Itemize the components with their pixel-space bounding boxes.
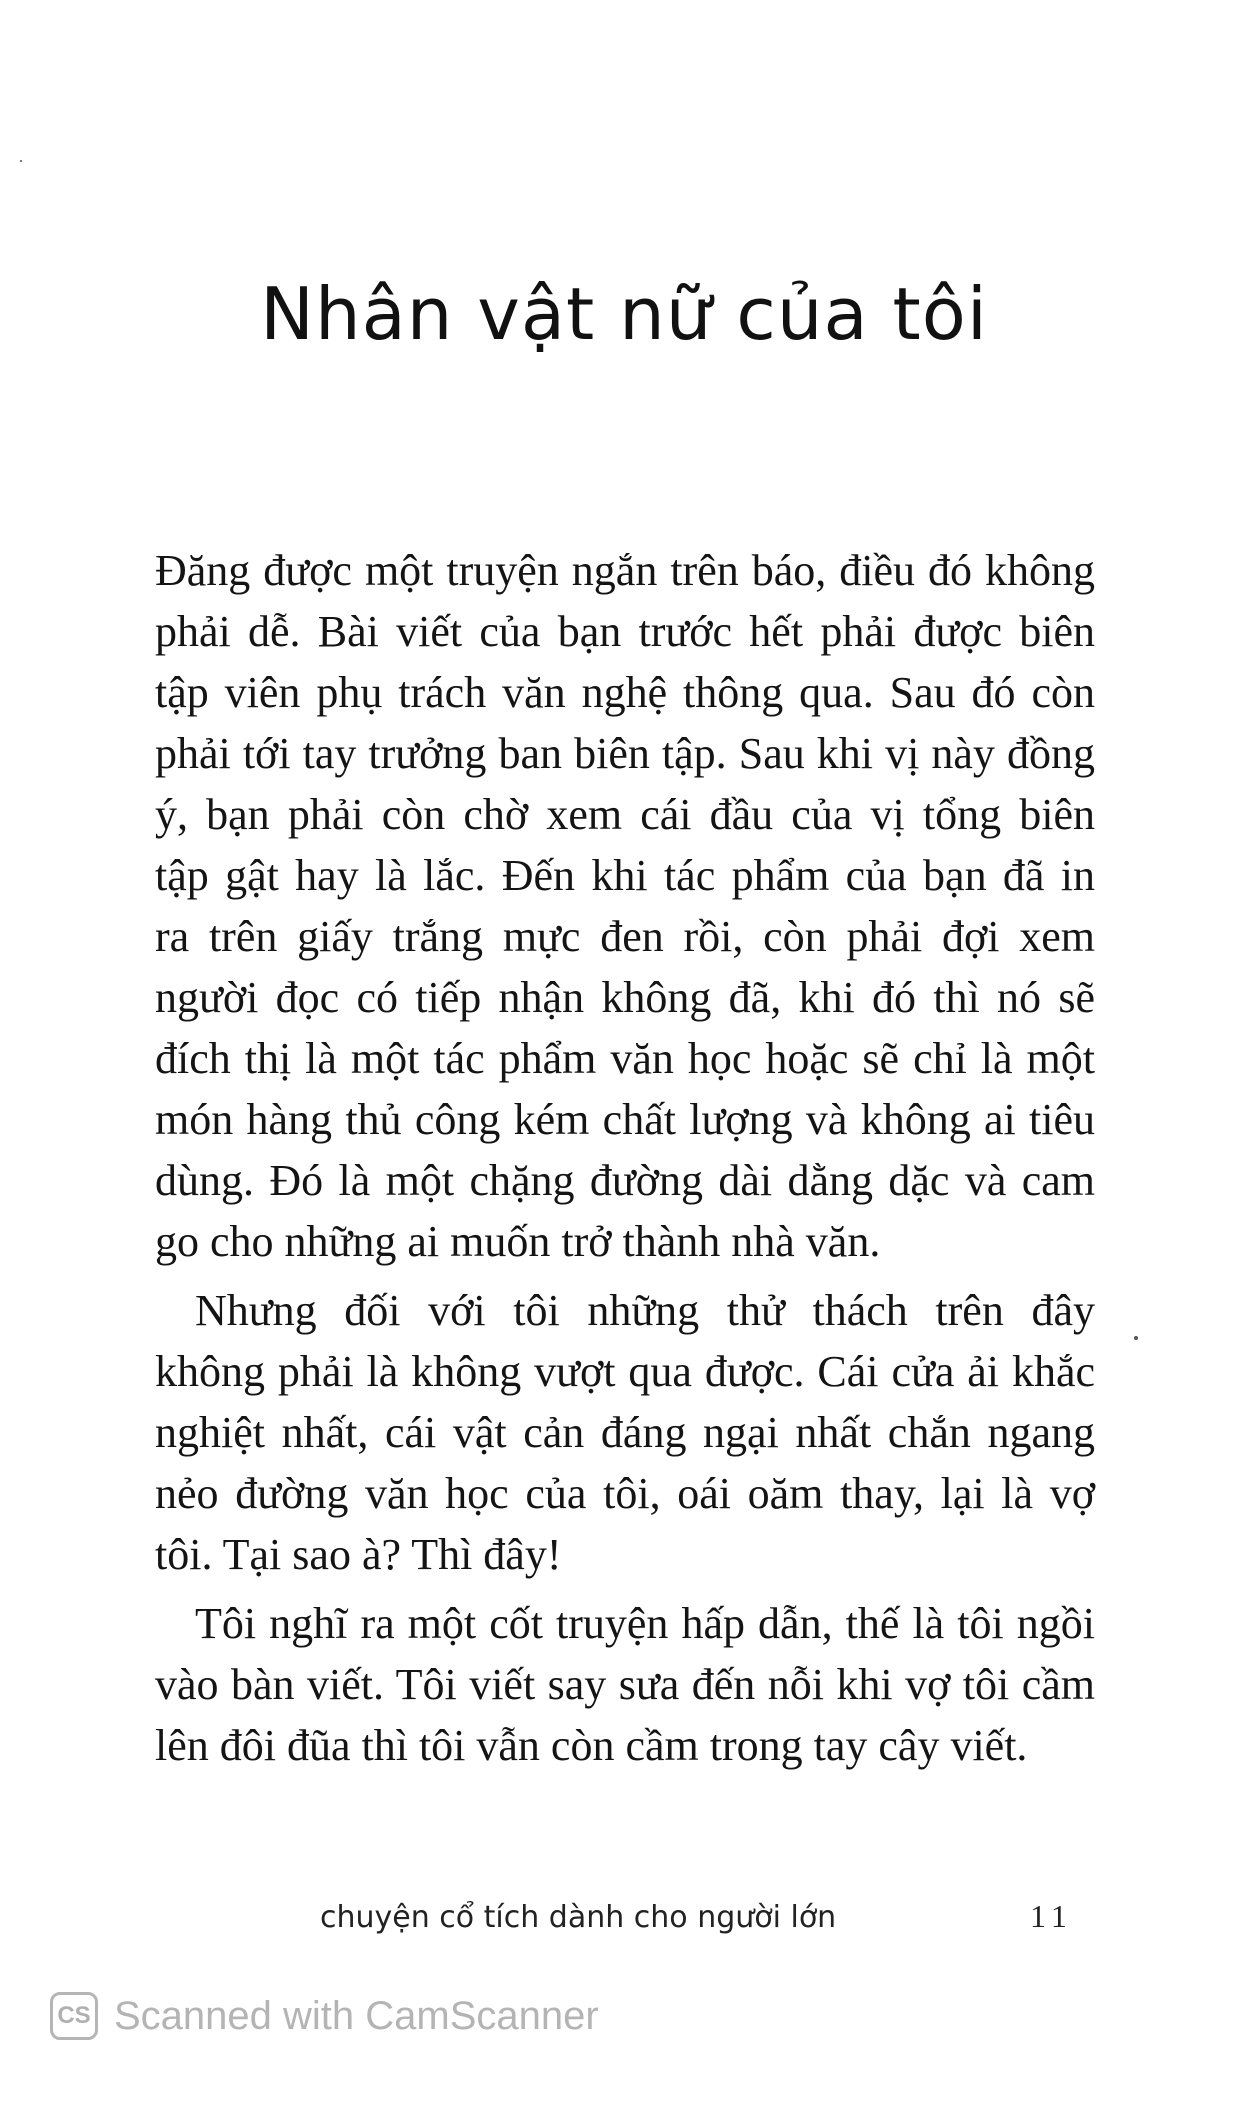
text-line: tập gật hay là lắc. Đến khi tác phẩm của bạn đã in bbox=[155, 851, 1095, 900]
text-line: Đăng được một truyện ngắn trên báo, điều đó không bbox=[155, 546, 1095, 595]
page-number: 11 bbox=[1030, 1898, 1073, 1934]
chapter-title: Nhân vật nữ của tôi bbox=[260, 272, 988, 356]
text-line: không phải là không vượt qua được. Cái cửa ải khắc bbox=[155, 1347, 1095, 1396]
scan-speck bbox=[20, 160, 22, 162]
text-line: nghiệt nhất, cái vật cản đáng ngại nhất chắn ngang bbox=[155, 1408, 1095, 1457]
text-line: tập viên phụ trách văn nghệ thông qua. Sau đó còn bbox=[155, 668, 1095, 717]
text-line: phải tới tay trưởng ban biên tập. Sau khi vị này đồng bbox=[155, 729, 1095, 778]
text-line: người đọc có tiếp nhận không đã, khi đó thì nó sẽ bbox=[155, 973, 1095, 1022]
text-line: món hàng thủ công kém chất lượng và không ai tiêu bbox=[155, 1095, 1095, 1144]
text-line: nẻo đường văn học của tôi, oái oăm thay, lại là vợ bbox=[155, 1469, 1095, 1518]
text-line: tôi. Tại sao à? Thì đây! bbox=[155, 1530, 562, 1579]
camscanner-watermark bbox=[50, 1992, 599, 2040]
text-line: Nhưng đối với tôi những thử thách trên đây bbox=[195, 1286, 1095, 1335]
camscanner-logo-icon: CS bbox=[50, 1992, 98, 2040]
text-line: đích thị là một tác phẩm văn học hoặc sẽ chỉ là một bbox=[155, 1034, 1095, 1083]
running-footer-title: chuyện cổ tích dành cho người lớn bbox=[320, 1900, 837, 1935]
text-line: phải dễ. Bài viết của bạn trước hết phải được biên bbox=[155, 607, 1095, 656]
text-line: lên đôi đũa thì tôi vẫn còn cầm trong tay cây viết. bbox=[155, 1721, 1028, 1770]
text-line: Tôi nghĩ ra một cốt truyện hấp dẫn, thế là tôi ngồi bbox=[195, 1599, 1095, 1648]
text-line: go cho những ai muốn trở thành nhà văn. bbox=[155, 1217, 881, 1266]
text-line: ra trên giấy trắng mực đen rồi, còn phải đợi xem bbox=[155, 912, 1095, 961]
text-line: ý, bạn phải còn chờ xem cái đầu của vị tổng biên bbox=[155, 790, 1095, 839]
text-line: vào bàn viết. Tôi viết say sưa đến nỗi khi vợ tôi cầm bbox=[155, 1660, 1095, 1709]
scan-speck bbox=[1134, 1336, 1138, 1340]
chapter-body bbox=[155, 540, 1095, 1776]
text-line: dùng. Đó là một chặng đường dài dằng dặc và cam bbox=[155, 1156, 1095, 1205]
watermark-text: Scanned with CamScanner bbox=[114, 1993, 599, 2038]
